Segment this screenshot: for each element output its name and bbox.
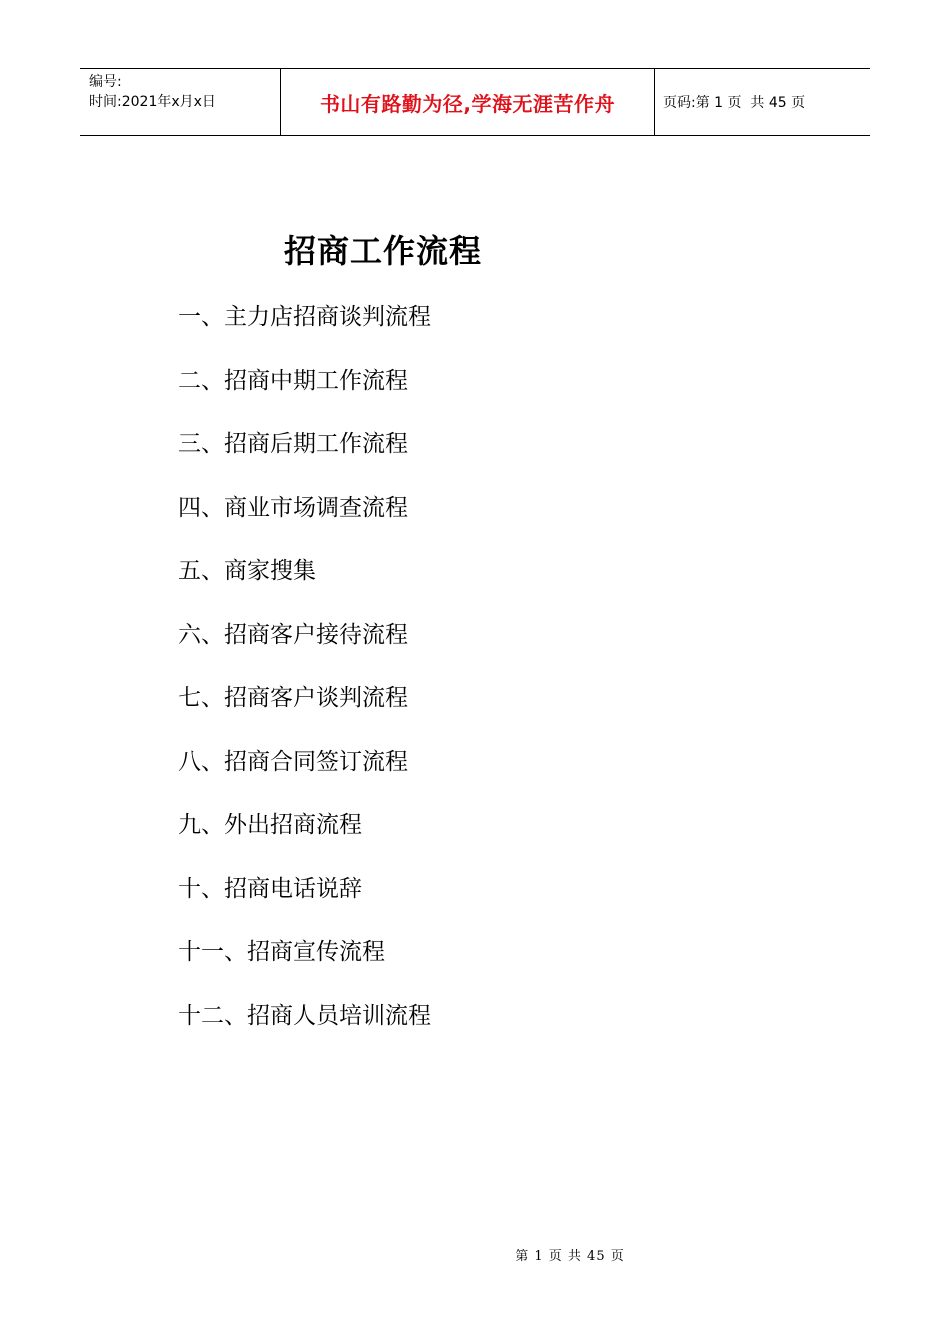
list-item: 五、商家搜集 — [178, 558, 316, 584]
list-item: 十二、招商人员培训流程 — [178, 1002, 431, 1029]
list-item: 四、商业市场调查流程 — [178, 494, 408, 521]
number-label: 编号: — [89, 74, 122, 90]
header-page-cell — [655, 69, 870, 135]
page-footer: 第 1 页 共 45 页 — [515, 1249, 625, 1264]
list-item: 七、招商客户谈判流程 — [178, 685, 408, 711]
time-label: 时间:2021年x月x日 — [89, 94, 216, 110]
list-item: 一、主力店招商谈判流程 — [178, 304, 431, 330]
table-of-contents — [178, 298, 431, 1060]
motto-text: 书山有路勤为径,学海无涯苦作舟 — [319, 91, 616, 116]
list-item: 十、招商电话说辞 — [178, 875, 362, 902]
list-item: 九、外出招商流程 — [178, 812, 362, 838]
list-item: 十一、招商宣传流程 — [178, 939, 385, 965]
header-motto-cell — [281, 69, 655, 135]
list-item: 六、招商客户接待流程 — [178, 621, 408, 648]
list-item: 二、招商中期工作流程 — [178, 367, 408, 394]
page-info: 页码:第 1 页 共 45 页 — [663, 95, 806, 111]
page-header — [80, 68, 870, 136]
header-meta-cell — [80, 69, 281, 135]
document-title: 招商工作流程 — [284, 232, 483, 270]
list-item: 三、招商后期工作流程 — [178, 431, 408, 457]
list-item: 八、招商合同签订流程 — [178, 748, 408, 775]
